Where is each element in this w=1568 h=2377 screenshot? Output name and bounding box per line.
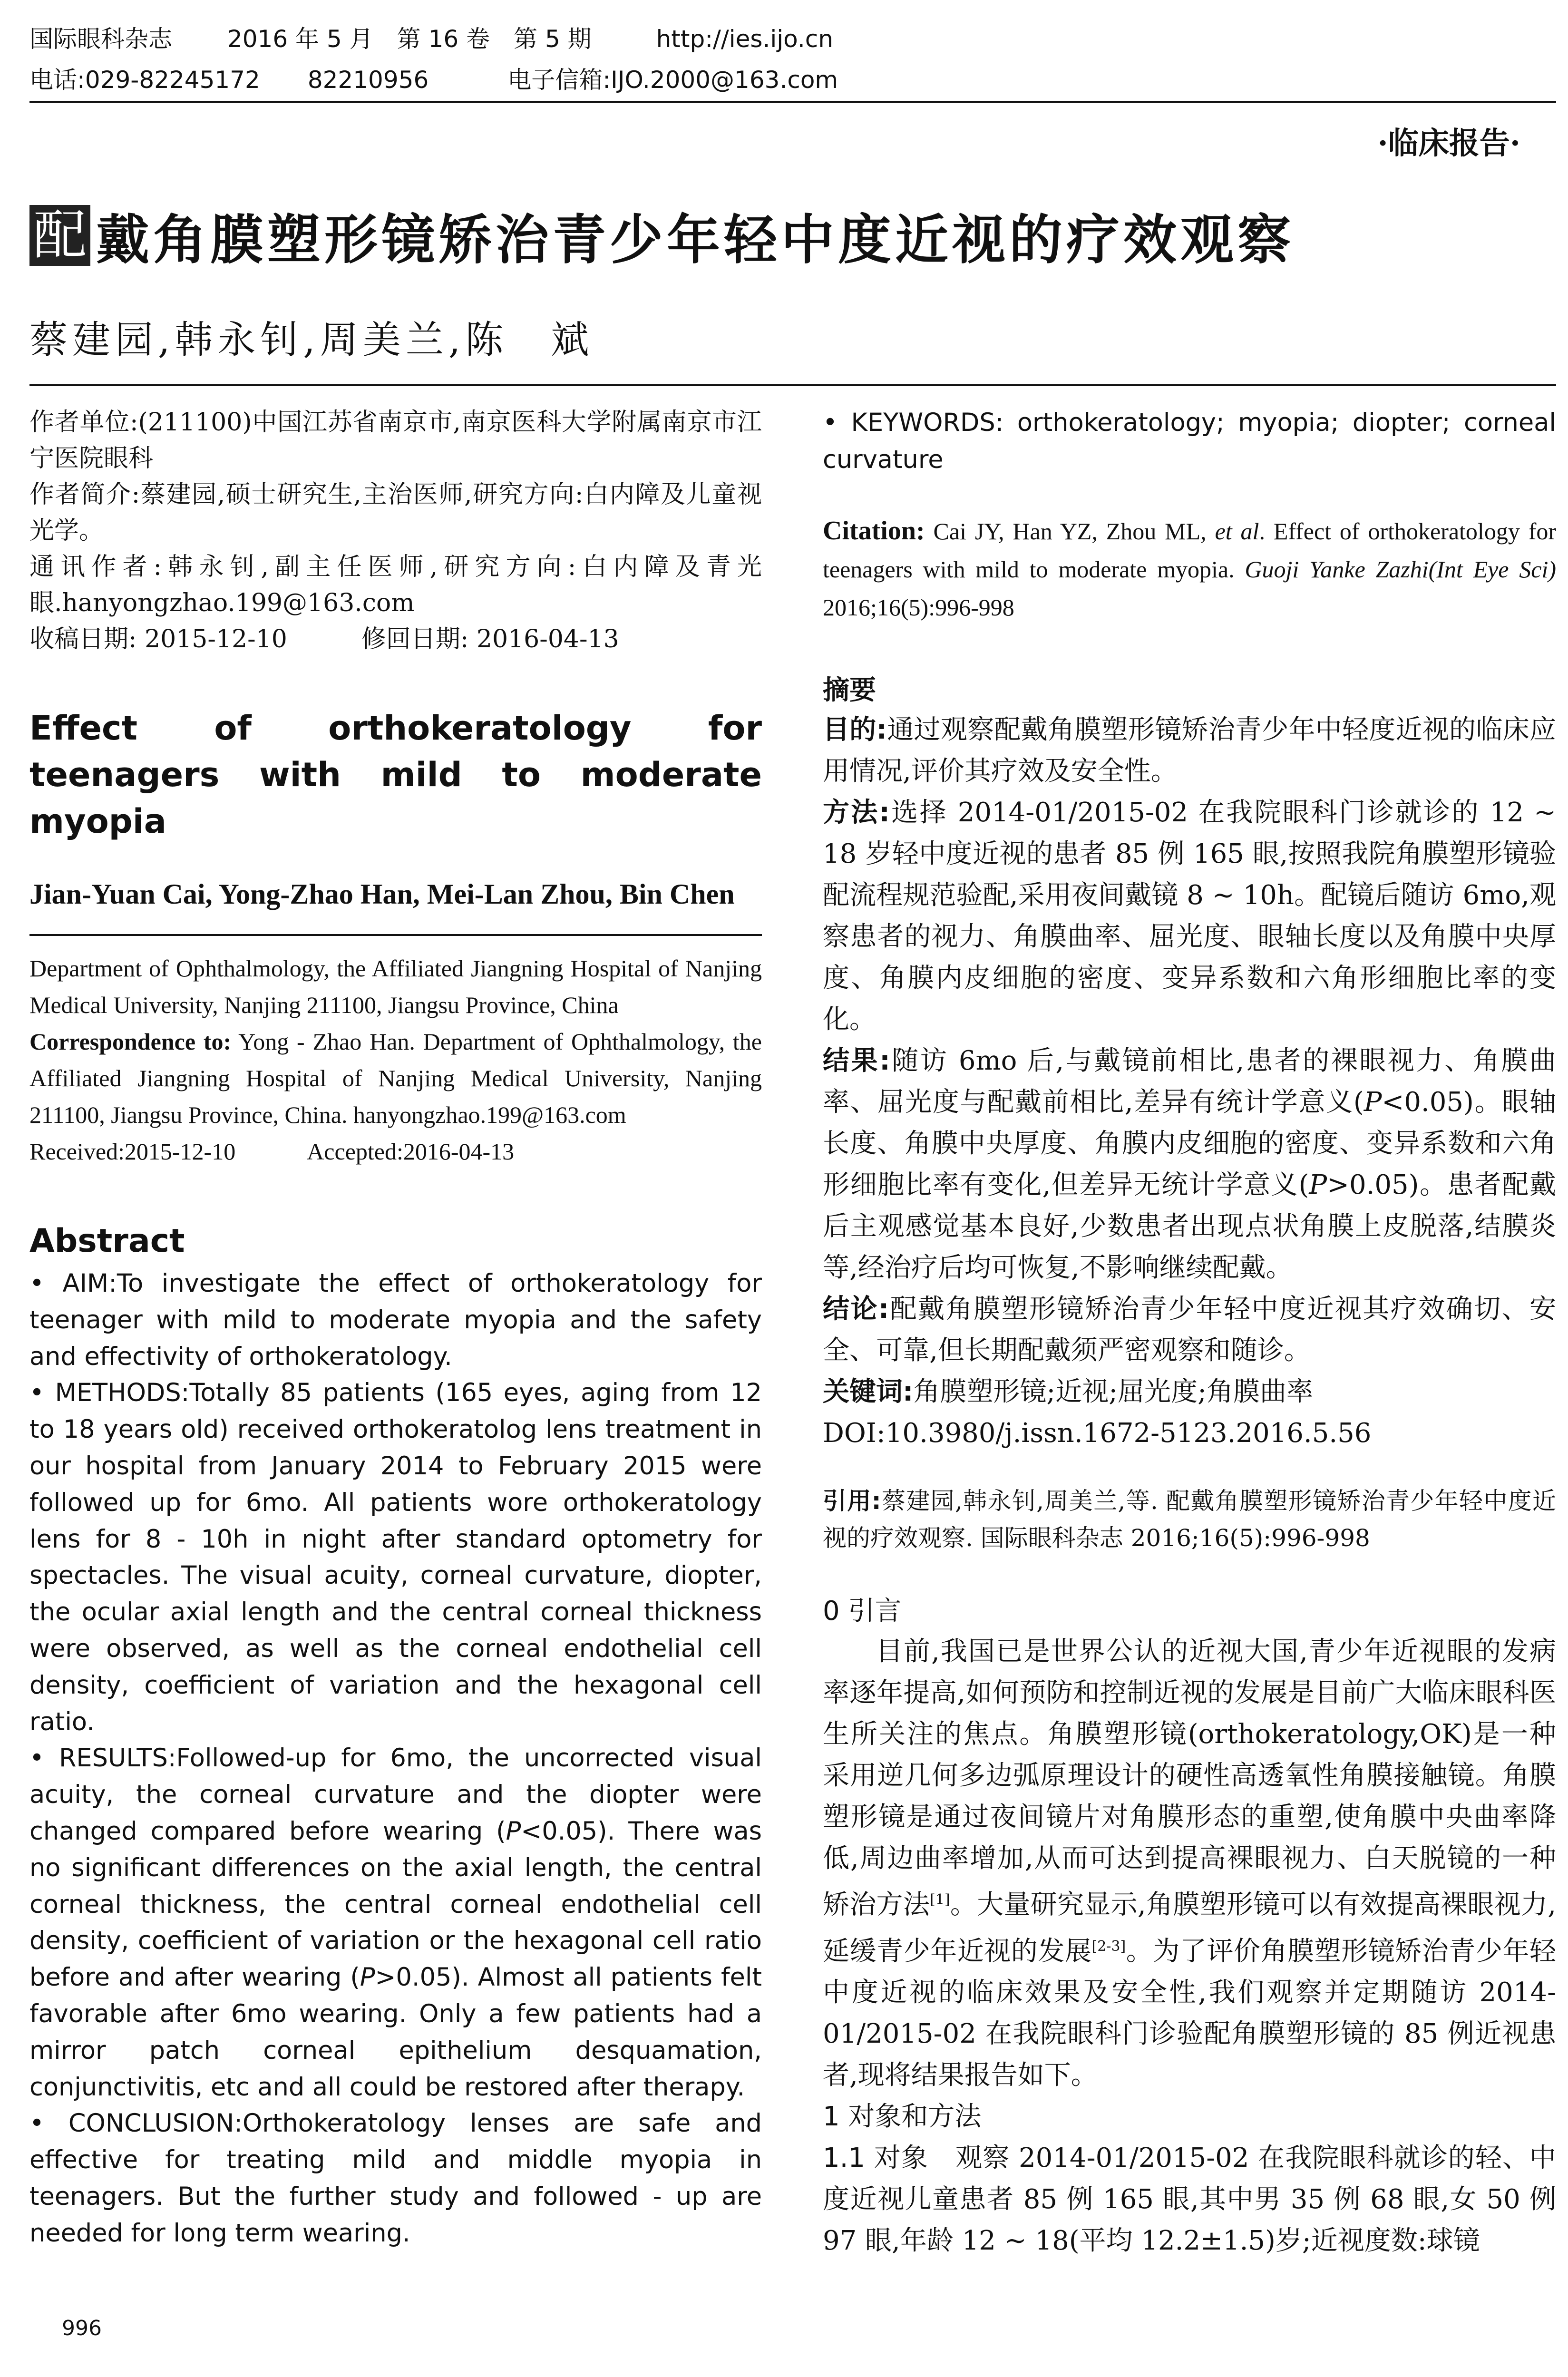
conclusion-label: • CONCLUSION: [29, 2109, 243, 2138]
cn-results-text-a: 随访 6mo 后,与戴镜前相比,患者的裸眼视力、角膜曲率、屈光度与配戴前相比,差异有统计学意义( [823, 1045, 1556, 1118]
en-received-dates: Received:2015-12-10 Accepted:2016-04-13 [29, 1138, 515, 1165]
results-text-c: >0.05). Almost all patients felt favorable after 6mo wearing. Only a few patients had a mirror patch corneal epithelium desquamation, conjunctivitis, etc and all could be restored after therapy. [29, 1963, 762, 2102]
journal-email: 电子信箱:IJO.2000@163.com [507, 66, 838, 94]
abstract-cn-conclusion [823, 1288, 1556, 1371]
author-meta-cn [29, 404, 762, 657]
cn-methods-label: 方法: [823, 797, 890, 828]
citation-journal: Guoji Yanke Zazhi(Int Eye Sci) [1245, 556, 1557, 583]
intro-text-b: 。大量研究显示,角膜塑形镜可以有效提高裸眼视力,延缓青少年近视的发展 [823, 1889, 1557, 1967]
en-title: Effect of orthokeratology for teenagers with mild to moderate myopia [29, 709, 762, 841]
cn-keywords-text: 角膜塑形镜;近视;屈光度;角膜曲率 [913, 1376, 1314, 1407]
correspondence-label: Correspondence to: [29, 1028, 232, 1055]
intro-ref-1: [1] [930, 1891, 950, 1908]
cn-results-text-b: <0.05)。眼轴长度、角膜中央厚度、角膜内皮细胞的密度、变异系数和六角形细胞比率有变化,但差异无统计学意义( [823, 1087, 1556, 1200]
cn-results-p-symbol-1: P [1363, 1087, 1382, 1118]
article-title [29, 200, 1295, 271]
results-text-a: Followed-up for 6mo, the uncorrected visual acuity, the corneal curvature and the diopter were changed compared before wearing ( [29, 1744, 762, 1846]
abstract-cn-methods [823, 792, 1556, 1040]
methods-heading: 1 对象和方法 [823, 2101, 982, 2133]
author-intro: 作者简介:蔡建园,硕士研究生,主治医师,研究方向:白内障及儿童视光学。 [29, 480, 762, 545]
results-p-symbol-2: P [360, 1963, 375, 1992]
methods-subsection [823, 2137, 1556, 2261]
left-column [29, 404, 762, 2252]
en-affiliation [29, 950, 762, 1170]
cn-aim-label: 目的: [823, 714, 887, 745]
methods-sub-text: 观察 2014-01/2015-02 在我院眼科就诊的轻、中度近视儿童患者 85 例 165 眼,其中男 35 例 68 眼,女 50 例 97 眼,年龄 12 ~ 18(平均 12.2±1.5)岁;近视度数:球镜 [823, 2143, 1557, 2257]
citation-etal: et al [1215, 518, 1259, 545]
corresponding-author: 通讯作者:韩永钊,副主任医师,研究方向:白内障及青光眼.hanyongzhao.199@163.com [29, 553, 762, 617]
author-unit: 作者单位:(211100)中国江苏省南京市,南京医科大学附属南京市江宁医院眼科 [29, 408, 762, 473]
keywords-en: • KEYWORDS: orthokeratology; myopia; diopter; corneal curvature [823, 408, 1556, 474]
authors-cn: 蔡建园,韩永钊,周美兰,陈 斌 [29, 318, 594, 362]
cn-conclusion-text: 配戴角膜塑形镜矫治青少年轻中度近视其疗效确切、安全、可靠,但长期配戴须严密观察和随诊。 [823, 1294, 1556, 1366]
en-department: Department of Ophthalmology, the Affiliated Jiangning Hospital of Nanjing Medical University, Nanjing 211100, Jiangsu Province, China [29, 955, 762, 1018]
cn-conclusion-label: 结论: [823, 1294, 889, 1325]
aim-text: To investigate the effect of orthokeratology for teenager with mild to moderate myopia and the safety and effectivity of orthokeratology. [29, 1269, 762, 1371]
intro-ref-2: [2-3] [1091, 1938, 1126, 1955]
journal-phone: 电话:029-82245172 82210956 [29, 66, 429, 94]
abstract-aim [29, 1266, 762, 1375]
journal-name: 国际眼科杂志 [29, 25, 172, 53]
journal-header-line1 [29, 25, 1551, 53]
abstract-cn-heading: 摘要 [823, 675, 876, 706]
methods-text: Totally 85 patients (165 eyes, aging from 12 to 18 years old) received orthokeratolog lens treatment in our hospital from January 2014 to February 2015 were followed up for 6mo. All patients wore orthokeratology lens for 8 - 10h in night after standard optometry for spectacles. The visual acuity, corneal curvature, diopter, the ocular axial length and the central corneal thickness were observed, as well as the corneal endothelial cell density, coefficient of variation and the hexagonal cell ratio. [29, 1378, 762, 1736]
doi: DOI:10.3980/j.issn.1672-5123.2016.5.56 [823, 1418, 1372, 1449]
cite-cn [823, 1482, 1556, 1557]
correspondence-text: Yong - Zhao Han. Department of Ophthalmology, the Affiliated Jiangning Hospital of Nanjing Medical University, Nanjing 211100, Jiangsu Province, China. hanyongzhao.199@163.com [29, 1028, 762, 1128]
cn-results-p-symbol-2: P [1309, 1169, 1327, 1200]
citation-text-b: . Effect of orthokeratology for teenagers with mild to moderate myopia. [823, 518, 1557, 583]
citation [823, 512, 1556, 626]
citation-text-c: 2016;16(5):996-998 [823, 594, 1014, 621]
title-badge: 配 [29, 205, 90, 266]
cn-keywords-label: 关键词: [823, 1376, 914, 1407]
intro-body [823, 1631, 1556, 2096]
results-label: • RESULTS: [29, 1744, 176, 1773]
title-rule [29, 384, 1556, 386]
results-text-b: <0.05). There was no significant differences on the axial length, the central corneal thickness, the central corneal endothelial cell density, coefficient of variation or the hexagonal cell ratio before and after wearing ( [29, 1816, 762, 1992]
abstract-results [29, 1740, 762, 2105]
cite-cn-label: 引用: [823, 1487, 881, 1515]
aim-label: • AIM: [29, 1269, 117, 1298]
header-rule [29, 101, 1556, 103]
cn-results-label: 结果: [823, 1045, 890, 1076]
intro-text-a: 目前,我国已是世界公认的近视大国,青少年近视眼的发病率逐年提高,如何预防和控制近视的发展是目前广大临床眼科医生所关注的焦点。角膜塑形镜(orthokeratology,OK)是一种采用逆几何多边弧原理设计的硬性高透氧性角膜接触镜。角膜塑形镜是通过夜间镜片对角膜形态的重塑,使角膜中央曲率降低,周边曲率增加,从而可达到提高裸眼视力、白天脱镜的一种矫治方法 [823, 1636, 1556, 1920]
cn-methods-text: 选择 2014-01/2015-02 在我院眼科门诊就诊的 12 ~ 18 岁轻中度近视的患者 85 例 165 眼,按照我院角膜塑形镜验配流程规范验配,采用夜间戴镜 8 ~ 10h。配镜后随访 6mo,观察患者的视力、角膜曲率、屈光度、眼轴长度以及角膜中央厚度、角膜内皮细胞的密度、变异系数和六角形细胞比率的变化。 [823, 797, 1556, 1035]
abstract-en-body [29, 1266, 762, 2252]
abstract-conclusion [29, 2105, 762, 2251]
intro-paragraph [823, 1631, 1556, 2096]
journal-header-line2 [29, 66, 1551, 94]
citation-text-a: Cai JY, Han YZ, Zhou ML, [933, 518, 1207, 545]
citation-label: Citation: [823, 516, 925, 546]
abstract-cn-results [823, 1040, 1556, 1288]
intro-heading: 0 引言 [823, 1596, 902, 1627]
right-column [823, 404, 1556, 2261]
cn-results-text-c: >0.05)。患者配戴后主观感觉基本良好,少数患者出现点状角膜上皮脱落,结膜炎等,经治疗后均可恢复,不影响继续配戴。 [823, 1169, 1556, 1283]
journal-url: http://ies.ijo.cn [656, 25, 833, 53]
methods-sub-label: 1.1 对象 [823, 2143, 929, 2174]
intro-text-c: 。为了评价角膜塑形镜矫治青少年轻中度近视的临床效果及安全性,我们观察并定期随访 2014-01/2015-02 在我院眼科门诊验配角膜塑形镜的 85 例近视患者,现将结果报告如下。 [823, 1936, 1557, 2091]
methods-label: • METHODS: [29, 1378, 190, 1408]
cite-cn-text: 蔡建园,韩永钊,周美兰,等. 配戴角膜塑形镜矫治青少年轻中度近视的疗效观察. 国际眼科杂志 2016;16(5):996-998 [823, 1487, 1556, 1552]
journal-issue: 2016 年 5 月 第 16 卷 第 5 期 [227, 25, 592, 53]
abstract-cn-aim [823, 709, 1556, 792]
en-authors-rule [29, 934, 762, 936]
section-label: ·临床报告· [1377, 126, 1520, 161]
cn-aim-text: 通过观察配戴角膜塑形镜矫治青少年中轻度近视的临床应用情况,评价其疗效及安全性。 [823, 714, 1556, 787]
abstract-cn-body [823, 709, 1556, 1454]
abstract-heading: Abstract [29, 1222, 185, 1260]
conclusion-text: Orthokeratology lenses are safe and effective for treating mild and middle myopia in teenagers. But the further study and followed - up are needed for long term wearing. [29, 2109, 762, 2248]
results-p-symbol-1: P [506, 1816, 521, 1846]
abstract-cn-keywords [823, 1371, 1556, 1413]
received-dates-cn: 收稿日期: 2015-12-10 修回日期: 2016-04-13 [29, 625, 619, 653]
page-number: 996 [62, 2316, 102, 2340]
abstract-methods [29, 1375, 762, 1740]
title-text: 戴角膜塑形镜矫治青少年轻中度近视的疗效观察 [96, 208, 1295, 271]
en-authors: Jian-Yuan Cai, Yong-Zhao Han, Mei-Lan Zhou, Bin Chen [29, 878, 735, 910]
